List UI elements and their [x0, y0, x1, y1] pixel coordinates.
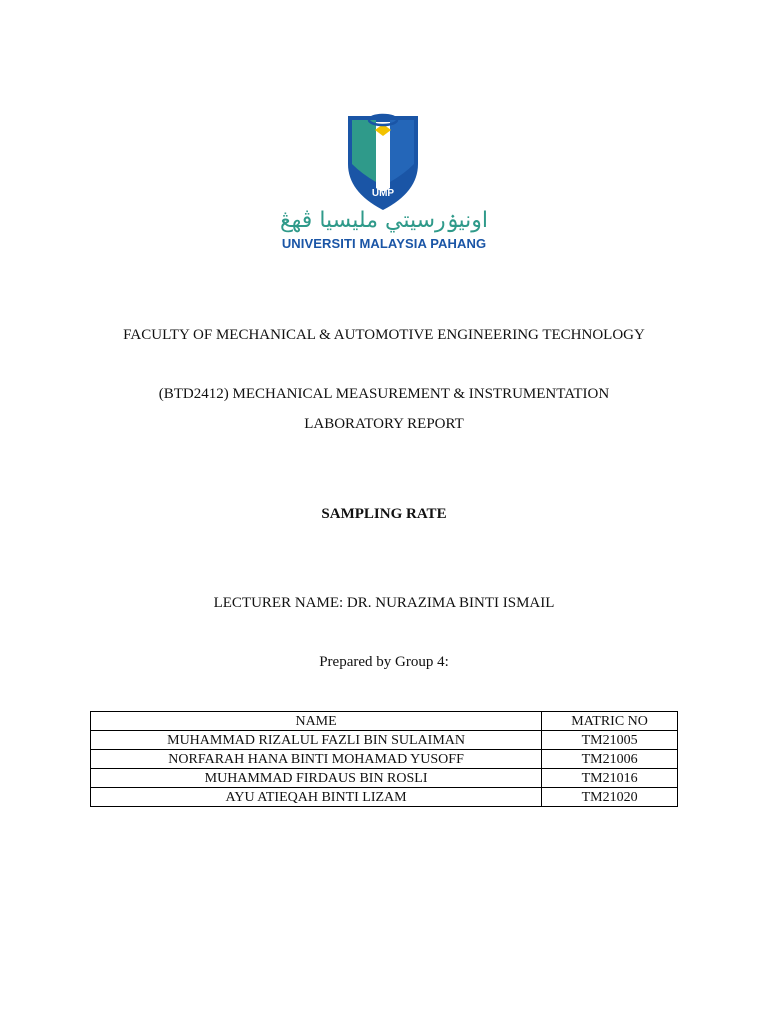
members-table — [90, 711, 678, 807]
prepared-by: Prepared by Group 4: — [319, 654, 449, 670]
emblem-text: UMP — [371, 188, 395, 199]
report-title: SAMPLING RATE — [321, 506, 447, 522]
member-name: MUHAMMAD FIRDAUS BIN ROSLI — [91, 769, 542, 788]
member-matric: TM21005 — [542, 731, 678, 750]
member-matric: TM21016 — [542, 769, 678, 788]
table-header-row — [91, 712, 678, 731]
university-name: UNIVERSITI MALAYSIA PAHANG — [281, 236, 487, 251]
table-row — [91, 769, 678, 788]
ump-shield-emblem — [346, 112, 420, 212]
member-matric: TM21020 — [542, 788, 678, 807]
column-header-matric: MATRIC NO — [542, 712, 678, 731]
university-logo — [0, 108, 768, 256]
lecturer-name: LECTURER NAME: DR. NURAZIMA BINTI ISMAIL — [213, 595, 555, 611]
member-name: NORFARAH HANA BINTI MOHAMAD YUSOFF — [91, 750, 542, 769]
member-name: MUHAMMAD RIZALUL FAZLI BIN SULAIMAN — [91, 731, 542, 750]
table-row — [91, 788, 678, 807]
university-name-jawi: اونيۏرسيتي مليسيا ڤهڠ — [279, 208, 489, 233]
report-type: LABORATORY REPORT — [304, 416, 464, 432]
faculty-name: FACULTY OF MECHANICAL & AUTOMOTIVE ENGINEERING TECHNOLOGY — [123, 327, 645, 343]
course-title: (BTD2412) MECHANICAL MEASUREMENT & INSTRUMENTATION — [158, 386, 610, 402]
member-matric: TM21006 — [542, 750, 678, 769]
table-row — [91, 750, 678, 769]
member-name: AYU ATIEQAH BINTI LIZAM — [91, 788, 542, 807]
column-header-name: NAME — [91, 712, 542, 731]
table-row — [91, 731, 678, 750]
